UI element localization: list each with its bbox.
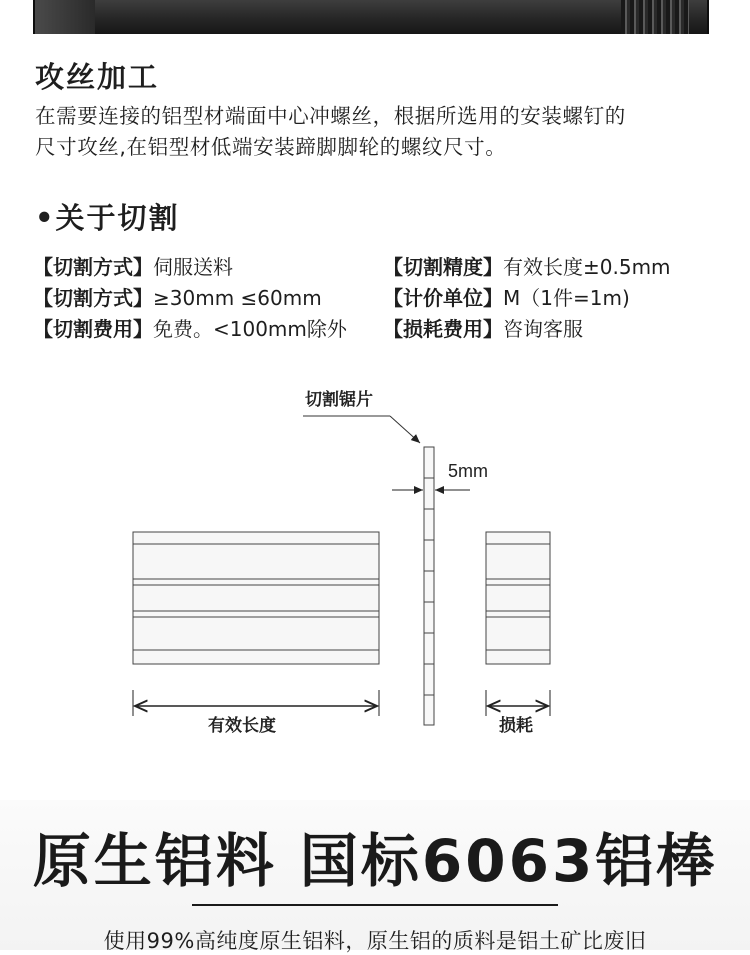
saw-blade [424,447,434,725]
spec-value: 免费。<100mm除外 [153,317,347,341]
spec-key: 【切割方式】 [33,255,153,279]
spec-cut-method [33,252,233,283]
effective-length-dimension [133,690,379,716]
blade-width-label: 5mm [448,461,488,481]
spec-value: M（1件=1m) [503,286,630,310]
spec-key: 【切割方式】 [33,286,153,310]
spec-cut-fee [33,314,347,345]
aluminum-profile-offcut [486,532,550,664]
product-photo [33,0,709,34]
loss-label: 损耗 [499,716,533,735]
spec-key: 【切割费用】 [33,317,153,341]
tapping-line-1: 在需要连接的铝型材端面中心冲螺丝，根据所选用的安装螺钉的 [35,104,626,128]
tapping-heading: 攻丝加工 [35,60,160,94]
blade-leader-arrow [390,416,420,443]
spec-pricing-unit [383,283,630,314]
spec-cut-precision [383,252,671,283]
spec-value: 有效长度±0.5mm [503,255,671,279]
spec-key: 【计价单位】 [383,286,503,310]
spec-value: ≥30mm ≤60mm [153,286,322,310]
spec-key: 【损耗费用】 [383,317,503,341]
effective-length-label: 有效长度 [208,716,276,735]
spec-value: 伺服送料 [153,255,233,279]
spec-loss-fee [383,314,583,345]
spec-value: 咨询客服 [503,317,583,341]
aluminum-profile-main [133,532,379,664]
cutting-heading: •关于切割 [35,201,180,235]
screw-thread-image [621,0,689,34]
loss-dimension [486,690,550,716]
banner-divider [192,904,558,906]
blade-label: 切割锯片 [305,390,373,409]
banner-text: 使用99%高纯度原生铝料，原生铝的质料是铝土矿比废旧 [103,929,647,953]
spec-key: 【切割精度】 [383,255,503,279]
tapping-description [35,101,725,163]
spec-cut-range [33,283,322,314]
banner-title: 原生铝料 国标6063铝棒 [32,827,718,895]
photo-glare [35,0,95,34]
tapping-line-2: 尺寸攻丝,在铝型材低端安装蹄脚脚轮的螺纹尺寸。 [35,135,507,159]
cutting-diagram [0,370,750,770]
